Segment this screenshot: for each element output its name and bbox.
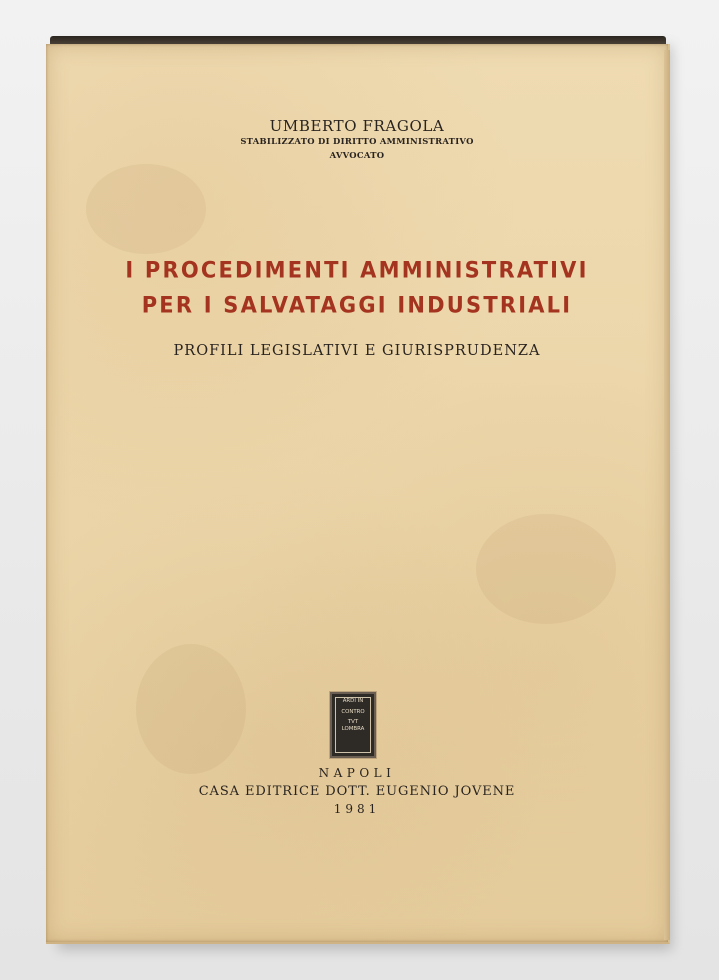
book-subtitle: PROFILI LEGISLATIVI E GIURISPRUDENZA [173, 343, 541, 359]
author-role: AVVOCATO [329, 150, 385, 160]
paper-stain [476, 514, 616, 624]
emblem-frame [335, 697, 371, 753]
book-title-line-1: I PROCEDIMENTI AMMINISTRATIVI [125, 257, 589, 283]
emblem-text-line-1: ARDI IN [342, 698, 364, 704]
book-cover [46, 44, 670, 944]
publisher-emblem-icon [330, 692, 376, 758]
emblem-text-line-2: CONTRO [341, 708, 365, 715]
book-page-edge [664, 50, 670, 940]
publication-place: NAPOLI [318, 766, 396, 780]
emblem-text-line-3: TVT [347, 719, 359, 726]
emblem-text-line-4: LOMBRA [341, 725, 365, 732]
publisher-name: CASA EDITRICE DOTT. EUGENIO JOVENE [198, 784, 516, 799]
author-name: UMBERTO FRAGOLA [269, 117, 445, 135]
book-title-line-2: PER I SALVATAGGI INDUSTRIALI [141, 292, 573, 318]
publication-year: 1981 [333, 802, 381, 816]
paper-stain [86, 164, 206, 254]
author-position: STABILIZZATO DI DIRITTO AMMINISTRATIVO [240, 136, 474, 146]
paper-stain [136, 644, 246, 774]
